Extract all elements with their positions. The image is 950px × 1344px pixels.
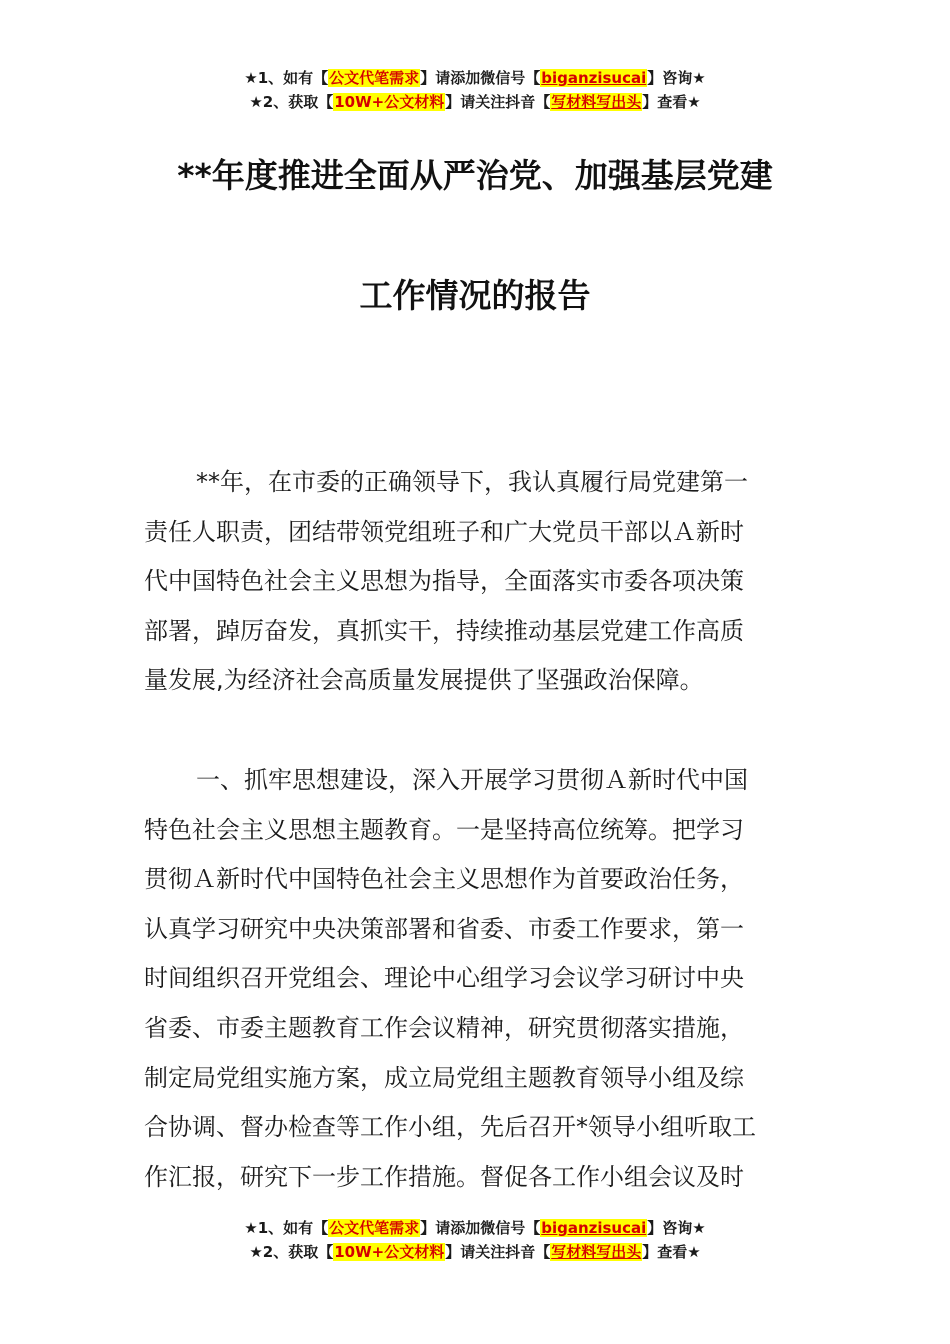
banner-text: ★2、获取【 [249, 1243, 334, 1261]
banner-highlight: 10W+公文材料 [334, 1243, 445, 1261]
banner-text: 】请关注抖音【 [445, 93, 551, 111]
paragraph-line: 认真学习研究中央决策部署和省委、市委工作要求，第一 [144, 914, 744, 943]
banner-text: 】咨询★ [647, 69, 706, 87]
wechat-id-link[interactable]: biganzisucai [541, 69, 647, 87]
paragraph-line: 特色社会主义思想主题教育。一是坚持高位统筹。把学习 [144, 815, 744, 844]
paragraph-line: 责任人职责，团结带领党组班子和广大党员干部以Ａ新时 [144, 517, 744, 546]
paragraph-line: 时间组织召开党组会、理论中心组学习会议学习研讨中央 [144, 964, 744, 993]
banner-line-1 [0, 1216, 950, 1240]
banner-text: 】查看★ [642, 93, 701, 111]
banner-text: 】查看★ [642, 1243, 701, 1261]
paragraph-line: 代中国特色社会主义思想为指导，全面落实市委各项决策 [144, 567, 744, 596]
banner-text: 】请关注抖音【 [445, 1243, 551, 1261]
paragraph-line: **年，在市委的正确领导下，我认真履行局党建第一 [196, 468, 748, 496]
paragraph-section-1 [144, 756, 808, 1202]
banner-text: ★1、如有【 [244, 1219, 329, 1237]
paragraph-line: 部署，踔厉奋发，真抓实干，持续推动基层党建工作高质 [144, 616, 744, 645]
header-banner [0, 66, 950, 114]
banner-highlight: 10W+公文材料 [334, 93, 445, 111]
document-title-line-1: **年度推进全面从严治党、加强基层党建 [177, 156, 773, 195]
paragraph-line: 作汇报，研究下一步工作措施。督促各工作小组会议及时 [144, 1162, 744, 1191]
paragraph-line: 贯彻Ａ新时代中国特色社会主义思想作为首要政治任务， [144, 865, 744, 894]
banner-text: 】请添加微信号【 [420, 69, 541, 87]
banner-highlight: 公文代笔需求 [329, 1219, 420, 1237]
paragraph-line: 一、抓牢思想建设，深入开展学习贯彻Ａ新时代中国 [196, 766, 748, 794]
banner-text: 】请添加微信号【 [420, 1219, 541, 1237]
banner-highlight: 公文代笔需求 [329, 69, 420, 87]
document-title-line-2: 工作情况的报告 [359, 276, 591, 315]
footer-banner [0, 1216, 950, 1264]
banner-text: 】咨询★ [647, 1219, 706, 1237]
paragraph-line: 量发展,为经济社会高质量发展提供了坚强政治保障。 [144, 666, 704, 695]
banner-text: ★1、如有【 [244, 69, 329, 87]
banner-line-2 [0, 1240, 950, 1264]
wechat-id-link[interactable]: biganzisucai [541, 1219, 647, 1237]
douyin-account-link[interactable]: 写材料写出头 [551, 1243, 642, 1261]
paragraph-line: 制定局党组实施方案，成立局党组主题教育领导小组及综 [144, 1063, 744, 1092]
paragraph-intro [144, 458, 808, 706]
paragraph-line: 省委、市委主题教育工作会议精神，研究贯彻落实措施， [144, 1013, 744, 1042]
banner-line-1 [0, 66, 950, 90]
banner-text: ★2、获取【 [249, 93, 334, 111]
paragraph-line: 合协调、督办检查等工作小组，先后召开*领导小组听取工 [144, 1113, 756, 1142]
douyin-account-link[interactable]: 写材料写出头 [551, 93, 642, 111]
banner-line-2 [0, 90, 950, 114]
